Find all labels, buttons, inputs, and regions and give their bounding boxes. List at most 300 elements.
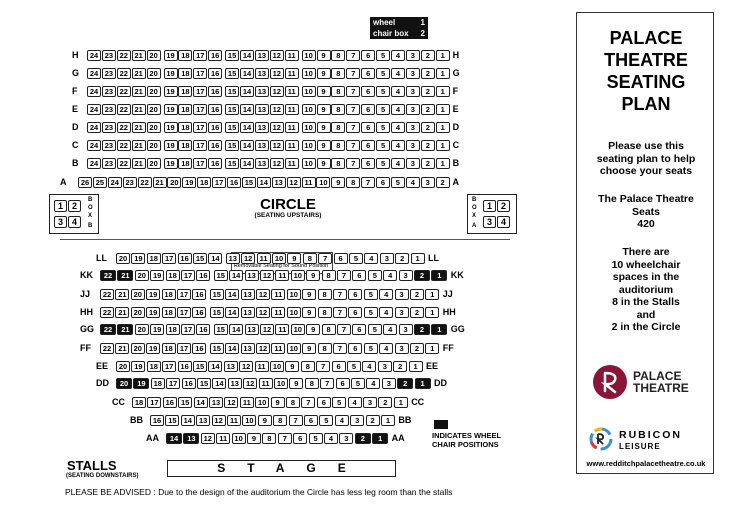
stalls-seat[interactable]: 12 bbox=[260, 324, 274, 335]
circle-seat[interactable]: 23 bbox=[102, 158, 116, 169]
stalls-seat[interactable]: 6 bbox=[336, 378, 350, 389]
stalls-seat[interactable]: 5 bbox=[351, 378, 365, 389]
circle-seat[interactable]: 18 bbox=[197, 177, 211, 188]
stalls-seat[interactable]: 12 bbox=[256, 343, 270, 354]
stalls-seat[interactable]: 17 bbox=[181, 324, 195, 335]
circle-seat[interactable]: 11 bbox=[285, 50, 299, 61]
circle-seat[interactable]: 18 bbox=[178, 50, 192, 61]
circle-seat[interactable]: 16 bbox=[208, 50, 222, 61]
circle-seat[interactable]: 12 bbox=[270, 104, 284, 115]
stalls-seat[interactable]: 17 bbox=[162, 361, 176, 372]
circle-seat[interactable]: 12 bbox=[270, 140, 284, 151]
stalls-seat[interactable]: 17 bbox=[177, 289, 191, 300]
stalls-seat[interactable]: 6 bbox=[352, 270, 366, 281]
circle-seat[interactable]: 15 bbox=[225, 158, 239, 169]
stalls-seat[interactable]: 3 bbox=[399, 270, 413, 281]
circle-seat[interactable]: 21 bbox=[132, 50, 146, 61]
circle-seat[interactable]: 17 bbox=[193, 86, 207, 97]
circle-seat[interactable]: 6 bbox=[376, 177, 390, 188]
stalls-seat[interactable]: 16 bbox=[163, 397, 177, 408]
circle-seat[interactable]: 4 bbox=[391, 104, 405, 115]
circle-seat[interactable]: 20 bbox=[147, 68, 161, 79]
stalls-seat[interactable]: 15 bbox=[214, 324, 228, 335]
circle-seat[interactable]: 4 bbox=[391, 50, 405, 61]
stalls-seat[interactable]: 10 bbox=[291, 270, 305, 281]
stalls-seat[interactable]: 11 bbox=[271, 307, 285, 318]
circle-seat[interactable]: 7 bbox=[346, 140, 360, 151]
circle-seat[interactable]: 15 bbox=[225, 104, 239, 115]
stalls-seat[interactable]: 16 bbox=[178, 361, 192, 372]
stalls-seat[interactable]: 8 bbox=[273, 415, 287, 426]
stalls-seat[interactable]: 8 bbox=[322, 324, 336, 335]
stalls-seat[interactable]: 13 bbox=[226, 253, 240, 264]
stalls-seat[interactable]: 9 bbox=[306, 324, 320, 335]
stalls-seat[interactable]: 15 bbox=[193, 361, 207, 372]
box-b-seat[interactable]: 2 bbox=[68, 200, 81, 212]
stalls-seat[interactable]: 12 bbox=[239, 361, 253, 372]
circle-seat[interactable]: 16 bbox=[227, 177, 241, 188]
circle-seat[interactable]: 13 bbox=[255, 122, 269, 133]
circle-seat[interactable]: 3 bbox=[406, 86, 420, 97]
circle-seat[interactable]: 9 bbox=[331, 177, 345, 188]
stalls-seat[interactable]: 2 bbox=[395, 253, 409, 264]
stalls-seat[interactable]: 6 bbox=[348, 343, 362, 354]
stalls-seat[interactable]: 5 bbox=[364, 289, 378, 300]
stalls-seat[interactable]: 7 bbox=[320, 378, 334, 389]
circle-seat[interactable]: 6 bbox=[361, 68, 375, 79]
stalls-seat[interactable]: 10 bbox=[232, 433, 246, 444]
stalls-seat[interactable]: 13 bbox=[241, 343, 255, 354]
stalls-seat[interactable]: 20 bbox=[135, 270, 149, 281]
stalls-seat[interactable]: 10 bbox=[272, 253, 286, 264]
stalls-seat[interactable]: 19 bbox=[146, 307, 160, 318]
stalls-seat[interactable]: 6 bbox=[332, 361, 346, 372]
stalls-seat[interactable]: 18 bbox=[151, 378, 165, 389]
stalls-seat[interactable]: 16 bbox=[192, 289, 206, 300]
circle-seat[interactable]: 14 bbox=[240, 50, 254, 61]
stalls-seat[interactable]: 3 bbox=[395, 289, 409, 300]
circle-seat[interactable]: 6 bbox=[361, 86, 375, 97]
circle-seat[interactable]: 7 bbox=[361, 177, 375, 188]
circle-seat[interactable]: 10 bbox=[302, 50, 316, 61]
circle-seat[interactable]: 9 bbox=[317, 140, 331, 151]
stalls-seat[interactable]: 6 bbox=[293, 433, 307, 444]
circle-seat[interactable]: 3 bbox=[406, 68, 420, 79]
circle-seat[interactable]: 11 bbox=[285, 104, 299, 115]
stalls-seat[interactable]: 20 bbox=[116, 361, 130, 372]
stalls-seat[interactable]: 8 bbox=[286, 397, 300, 408]
circle-seat[interactable]: 11 bbox=[285, 122, 299, 133]
circle-seat[interactable]: 3 bbox=[406, 122, 420, 133]
stalls-seat[interactable]: 5 bbox=[364, 307, 378, 318]
stalls-seat[interactable]: 6 bbox=[317, 397, 331, 408]
circle-seat[interactable]: 17 bbox=[193, 50, 207, 61]
circle-seat[interactable]: 21 bbox=[132, 104, 146, 115]
stalls-seat[interactable]: 7 bbox=[278, 433, 292, 444]
circle-seat[interactable]: 19 bbox=[164, 104, 178, 115]
stalls-seat[interactable]: 5 bbox=[349, 253, 363, 264]
circle-seat[interactable]: 6 bbox=[361, 104, 375, 115]
stalls-seat[interactable]: 5 bbox=[309, 433, 323, 444]
circle-seat[interactable]: 22 bbox=[117, 158, 131, 169]
circle-seat[interactable]: 15 bbox=[242, 177, 256, 188]
circle-seat[interactable]: 5 bbox=[391, 177, 405, 188]
stalls-seat[interactable]: 18 bbox=[162, 307, 176, 318]
circle-seat[interactable]: 18 bbox=[178, 68, 192, 79]
circle-seat[interactable]: 8 bbox=[331, 86, 345, 97]
circle-seat[interactable]: 20 bbox=[147, 140, 161, 151]
stalls-seat[interactable]: 11 bbox=[240, 397, 254, 408]
circle-seat[interactable]: 16 bbox=[208, 122, 222, 133]
circle-seat[interactable]: 21 bbox=[132, 68, 146, 79]
stalls-seat[interactable]: 20 bbox=[131, 343, 145, 354]
stalls-seat[interactable]: 11 bbox=[227, 415, 241, 426]
stalls-seat[interactable]: 22 bbox=[100, 343, 114, 354]
circle-seat[interactable]: 4 bbox=[391, 122, 405, 133]
circle-seat[interactable]: 13 bbox=[255, 140, 269, 151]
stalls-seat[interactable]: 18 bbox=[166, 270, 180, 281]
circle-seat[interactable]: 5 bbox=[376, 140, 390, 151]
circle-seat[interactable]: 11 bbox=[285, 68, 299, 79]
stalls-seat[interactable]: 16 bbox=[196, 324, 210, 335]
circle-seat[interactable]: 8 bbox=[331, 158, 345, 169]
stalls-seat[interactable]: 2 bbox=[410, 307, 424, 318]
wheelchair-space[interactable]: 21 bbox=[117, 324, 133, 335]
circle-seat[interactable]: 2 bbox=[421, 140, 435, 151]
circle-seat[interactable]: 10 bbox=[302, 122, 316, 133]
circle-seat[interactable]: 15 bbox=[225, 86, 239, 97]
stalls-seat[interactable]: 20 bbox=[131, 289, 145, 300]
circle-seat[interactable]: 5 bbox=[376, 158, 390, 169]
wheelchair-space[interactable]: 21 bbox=[117, 270, 133, 281]
stalls-seat[interactable]: 3 bbox=[395, 343, 409, 354]
circle-seat[interactable]: 20 bbox=[147, 158, 161, 169]
stalls-seat[interactable]: 22 bbox=[100, 307, 114, 318]
circle-seat[interactable]: 11 bbox=[285, 140, 299, 151]
stalls-seat[interactable]: 15 bbox=[197, 378, 211, 389]
stalls-seat[interactable]: 8 bbox=[318, 289, 332, 300]
circle-seat[interactable]: 16 bbox=[208, 68, 222, 79]
stalls-seat[interactable]: 4 bbox=[366, 378, 380, 389]
stalls-seat[interactable]: 3 bbox=[395, 307, 409, 318]
circle-seat[interactable]: 2 bbox=[421, 122, 435, 133]
stalls-seat[interactable]: 13 bbox=[245, 324, 259, 335]
circle-seat[interactable]: 19 bbox=[164, 86, 178, 97]
stalls-seat[interactable]: 13 bbox=[245, 270, 259, 281]
circle-seat[interactable]: 13 bbox=[255, 158, 269, 169]
circle-seat[interactable]: 9 bbox=[317, 158, 331, 169]
circle-seat[interactable]: 2 bbox=[421, 104, 435, 115]
circle-seat[interactable]: 9 bbox=[317, 104, 331, 115]
stalls-seat[interactable]: 18 bbox=[162, 343, 176, 354]
circle-seat[interactable]: 22 bbox=[117, 50, 131, 61]
circle-seat[interactable]: 11 bbox=[302, 177, 316, 188]
stalls-seat[interactable]: 17 bbox=[181, 270, 195, 281]
stalls-seat[interactable]: 4 bbox=[362, 361, 376, 372]
circle-seat[interactable]: 14 bbox=[240, 158, 254, 169]
circle-seat[interactable]: 24 bbox=[87, 158, 101, 169]
circle-seat[interactable]: 4 bbox=[406, 177, 420, 188]
stalls-seat[interactable]: 11 bbox=[271, 289, 285, 300]
stalls-seat[interactable]: 20 bbox=[116, 253, 130, 264]
stalls-seat[interactable]: 5 bbox=[347, 361, 361, 372]
stalls-seat[interactable]: 8 bbox=[262, 433, 276, 444]
stalls-seat[interactable]: 18 bbox=[147, 361, 161, 372]
stalls-seat[interactable]: 6 bbox=[348, 289, 362, 300]
stalls-seat[interactable]: 10 bbox=[242, 415, 256, 426]
circle-seat[interactable]: 4 bbox=[391, 140, 405, 151]
stalls-seat[interactable]: 8 bbox=[322, 270, 336, 281]
circle-seat[interactable]: 6 bbox=[361, 140, 375, 151]
stalls-seat[interactable]: 4 bbox=[324, 433, 338, 444]
stalls-seat[interactable]: 15 bbox=[210, 289, 224, 300]
stalls-seat[interactable]: 10 bbox=[287, 307, 301, 318]
stalls-seat[interactable]: 5 bbox=[368, 270, 382, 281]
stalls-seat[interactable]: 13 bbox=[241, 289, 255, 300]
stalls-seat[interactable]: 16 bbox=[182, 378, 196, 389]
stalls-seat[interactable]: 19 bbox=[131, 253, 145, 264]
stalls-seat[interactable]: 7 bbox=[333, 307, 347, 318]
stalls-seat[interactable]: 9 bbox=[302, 307, 316, 318]
stalls-seat[interactable]: 22 bbox=[100, 289, 114, 300]
circle-seat[interactable]: 21 bbox=[132, 158, 146, 169]
stalls-seat[interactable]: 11 bbox=[271, 343, 285, 354]
stalls-seat[interactable]: 1 bbox=[425, 307, 439, 318]
stalls-seat[interactable]: 12 bbox=[241, 253, 255, 264]
stalls-seat[interactable]: 2 bbox=[393, 361, 407, 372]
stalls-seat[interactable]: 9 bbox=[306, 270, 320, 281]
wheelchair-space[interactable]: 1 bbox=[415, 378, 431, 389]
circle-seat[interactable]: 13 bbox=[255, 104, 269, 115]
stalls-seat[interactable]: 19 bbox=[131, 361, 145, 372]
circle-seat[interactable]: 20 bbox=[147, 104, 161, 115]
circle-seat[interactable]: 1 bbox=[436, 122, 450, 133]
stalls-seat[interactable]: 3 bbox=[350, 415, 364, 426]
stalls-seat[interactable]: 14 bbox=[194, 397, 208, 408]
circle-seat[interactable]: 13 bbox=[255, 86, 269, 97]
stalls-seat[interactable]: 21 bbox=[115, 289, 129, 300]
stalls-seat[interactable]: 2 bbox=[410, 343, 424, 354]
circle-seat[interactable]: 12 bbox=[270, 122, 284, 133]
circle-seat[interactable]: 24 bbox=[87, 50, 101, 61]
stalls-seat[interactable]: 10 bbox=[287, 289, 301, 300]
stalls-seat[interactable]: 13 bbox=[228, 378, 242, 389]
circle-seat[interactable]: 4 bbox=[391, 86, 405, 97]
circle-seat[interactable]: 20 bbox=[147, 122, 161, 133]
circle-seat[interactable]: 5 bbox=[376, 122, 390, 133]
stalls-seat[interactable]: 5 bbox=[319, 415, 333, 426]
stalls-seat[interactable]: 14 bbox=[225, 343, 239, 354]
stalls-seat[interactable]: 5 bbox=[368, 324, 382, 335]
circle-seat[interactable]: 22 bbox=[117, 68, 131, 79]
stalls-seat[interactable]: 12 bbox=[243, 378, 257, 389]
circle-seat[interactable]: 6 bbox=[361, 158, 375, 169]
circle-seat[interactable]: 8 bbox=[331, 140, 345, 151]
circle-seat[interactable]: 14 bbox=[240, 122, 254, 133]
circle-seat[interactable]: 5 bbox=[376, 104, 390, 115]
circle-seat[interactable]: 5 bbox=[376, 50, 390, 61]
circle-seat[interactable]: 10 bbox=[302, 104, 316, 115]
stalls-seat[interactable]: 3 bbox=[382, 378, 396, 389]
circle-seat[interactable]: 11 bbox=[285, 86, 299, 97]
stalls-seat[interactable]: 12 bbox=[260, 270, 274, 281]
circle-seat[interactable]: 9 bbox=[317, 122, 331, 133]
circle-seat[interactable]: 22 bbox=[117, 104, 131, 115]
wheelchair-space[interactable]: 13 bbox=[183, 433, 199, 444]
wheelchair-space[interactable]: 14 bbox=[166, 433, 182, 444]
circle-seat[interactable]: 22 bbox=[117, 86, 131, 97]
stalls-seat[interactable]: 10 bbox=[287, 343, 301, 354]
circle-seat[interactable]: 19 bbox=[182, 177, 196, 188]
stalls-seat[interactable]: 3 bbox=[339, 433, 353, 444]
stalls-seat[interactable]: 11 bbox=[257, 253, 271, 264]
circle-seat[interactable]: 1 bbox=[436, 68, 450, 79]
stalls-seat[interactable]: 9 bbox=[287, 253, 301, 264]
stalls-seat[interactable]: 1 bbox=[381, 415, 395, 426]
circle-seat[interactable]: 22 bbox=[117, 122, 131, 133]
stalls-seat[interactable]: 15 bbox=[193, 253, 207, 264]
circle-seat[interactable]: 12 bbox=[270, 86, 284, 97]
circle-seat[interactable]: 23 bbox=[102, 68, 116, 79]
stalls-seat[interactable]: 20 bbox=[131, 307, 145, 318]
stalls-seat[interactable]: 2 bbox=[378, 397, 392, 408]
circle-seat[interactable]: 23 bbox=[102, 50, 116, 61]
wheelchair-space[interactable]: 2 bbox=[414, 324, 430, 335]
stalls-seat[interactable]: 19 bbox=[146, 343, 160, 354]
circle-seat[interactable]: 24 bbox=[87, 104, 101, 115]
stalls-seat[interactable]: 16 bbox=[192, 343, 206, 354]
stalls-seat[interactable]: 8 bbox=[318, 343, 332, 354]
circle-seat[interactable]: 15 bbox=[225, 50, 239, 61]
circle-seat[interactable]: 8 bbox=[346, 177, 360, 188]
stalls-seat[interactable]: 4 bbox=[383, 324, 397, 335]
circle-seat[interactable]: 12 bbox=[270, 50, 284, 61]
stalls-seat[interactable]: 4 bbox=[379, 343, 393, 354]
circle-seat[interactable]: 1 bbox=[436, 50, 450, 61]
stalls-seat[interactable]: 6 bbox=[348, 307, 362, 318]
circle-seat[interactable]: 24 bbox=[87, 140, 101, 151]
circle-seat[interactable]: 5 bbox=[376, 68, 390, 79]
circle-seat[interactable]: 1 bbox=[436, 158, 450, 169]
circle-seat[interactable]: 13 bbox=[255, 68, 269, 79]
circle-seat[interactable]: 6 bbox=[361, 50, 375, 61]
box-b-seat[interactable]: 3 bbox=[54, 216, 67, 228]
circle-seat[interactable]: 14 bbox=[240, 104, 254, 115]
stalls-seat[interactable]: 11 bbox=[275, 270, 289, 281]
stalls-seat[interactable]: 4 bbox=[379, 307, 393, 318]
stalls-seat[interactable]: 8 bbox=[303, 253, 317, 264]
circle-seat[interactable]: 19 bbox=[164, 50, 178, 61]
stalls-seat[interactable]: 1 bbox=[409, 361, 423, 372]
circle-seat[interactable]: 25 bbox=[93, 177, 107, 188]
stalls-seat[interactable]: 15 bbox=[178, 397, 192, 408]
stalls-seat[interactable]: 11 bbox=[275, 324, 289, 335]
stalls-seat[interactable]: 7 bbox=[316, 361, 330, 372]
stalls-seat[interactable]: 4 bbox=[348, 397, 362, 408]
wheelchair-space[interactable]: 1 bbox=[372, 433, 388, 444]
stalls-seat[interactable]: 7 bbox=[301, 397, 315, 408]
stalls-seat[interactable]: 9 bbox=[302, 289, 316, 300]
circle-seat[interactable]: 21 bbox=[132, 122, 146, 133]
wheelchair-space[interactable]: 1 bbox=[431, 270, 447, 281]
circle-seat[interactable]: 16 bbox=[208, 140, 222, 151]
stalls-seat[interactable]: 9 bbox=[302, 343, 316, 354]
circle-seat[interactable]: 3 bbox=[421, 177, 435, 188]
circle-seat[interactable]: 7 bbox=[346, 68, 360, 79]
circle-seat[interactable]: 8 bbox=[331, 104, 345, 115]
stalls-seat[interactable]: 2 bbox=[366, 415, 380, 426]
stalls-seat[interactable]: 9 bbox=[271, 397, 285, 408]
circle-seat[interactable]: 17 bbox=[193, 158, 207, 169]
stalls-seat[interactable]: 18 bbox=[166, 324, 180, 335]
circle-seat[interactable]: 8 bbox=[331, 50, 345, 61]
stalls-seat[interactable]: 19 bbox=[150, 270, 164, 281]
circle-seat[interactable]: 18 bbox=[178, 158, 192, 169]
stalls-seat[interactable]: 18 bbox=[162, 289, 176, 300]
wheelchair-space[interactable]: 2 bbox=[355, 433, 371, 444]
stalls-seat[interactable]: 3 bbox=[399, 324, 413, 335]
stalls-seat[interactable]: 15 bbox=[165, 415, 179, 426]
circle-seat[interactable]: 26 bbox=[78, 177, 92, 188]
stalls-seat[interactable]: 16 bbox=[150, 415, 164, 426]
wheelchair-space[interactable]: 1 bbox=[431, 324, 447, 335]
circle-seat[interactable]: 22 bbox=[117, 140, 131, 151]
stalls-seat[interactable]: 13 bbox=[224, 361, 238, 372]
circle-seat[interactable]: 21 bbox=[132, 86, 146, 97]
stalls-seat[interactable]: 10 bbox=[255, 397, 269, 408]
circle-seat[interactable]: 8 bbox=[331, 122, 345, 133]
stalls-seat[interactable]: 6 bbox=[352, 324, 366, 335]
stalls-seat[interactable]: 13 bbox=[196, 415, 210, 426]
circle-seat[interactable]: 16 bbox=[208, 158, 222, 169]
circle-seat[interactable]: 13 bbox=[255, 50, 269, 61]
stalls-seat[interactable]: 7 bbox=[337, 270, 351, 281]
stalls-seat[interactable]: 15 bbox=[210, 307, 224, 318]
stalls-seat[interactable]: 9 bbox=[285, 361, 299, 372]
stalls-seat[interactable]: 17 bbox=[147, 397, 161, 408]
stalls-seat[interactable]: 12 bbox=[224, 397, 238, 408]
stalls-seat[interactable]: 4 bbox=[364, 253, 378, 264]
circle-seat[interactable]: 9 bbox=[317, 50, 331, 61]
circle-seat[interactable]: 12 bbox=[287, 177, 301, 188]
circle-seat[interactable]: 14 bbox=[257, 177, 271, 188]
stalls-seat[interactable]: 13 bbox=[209, 397, 223, 408]
website-link[interactable]: www.redditchpalacetheatre.co.uk bbox=[586, 459, 706, 468]
circle-seat[interactable]: 2 bbox=[421, 158, 435, 169]
stalls-seat[interactable]: 14 bbox=[229, 270, 243, 281]
circle-seat[interactable]: 24 bbox=[108, 177, 122, 188]
circle-seat[interactable]: 7 bbox=[346, 104, 360, 115]
stalls-seat[interactable]: 14 bbox=[212, 378, 226, 389]
circle-seat[interactable]: 15 bbox=[225, 140, 239, 151]
stalls-seat[interactable]: 11 bbox=[255, 361, 269, 372]
box-a-seat[interactable]: 2 bbox=[497, 200, 510, 212]
stalls-seat[interactable]: 17 bbox=[162, 253, 176, 264]
stalls-seat[interactable]: 5 bbox=[364, 343, 378, 354]
circle-seat[interactable]: 7 bbox=[346, 86, 360, 97]
circle-seat[interactable]: 3 bbox=[406, 50, 420, 61]
stalls-seat[interactable]: 3 bbox=[363, 397, 377, 408]
circle-seat[interactable]: 24 bbox=[87, 86, 101, 97]
stalls-seat[interactable]: 14 bbox=[181, 415, 195, 426]
circle-seat[interactable]: 7 bbox=[346, 50, 360, 61]
stalls-seat[interactable]: 21 bbox=[115, 307, 129, 318]
circle-seat[interactable]: 24 bbox=[87, 68, 101, 79]
stalls-seat[interactable]: 16 bbox=[192, 307, 206, 318]
box-b-seat[interactable]: 4 bbox=[68, 216, 81, 228]
circle-seat[interactable]: 17 bbox=[193, 122, 207, 133]
circle-seat[interactable]: 20 bbox=[147, 86, 161, 97]
